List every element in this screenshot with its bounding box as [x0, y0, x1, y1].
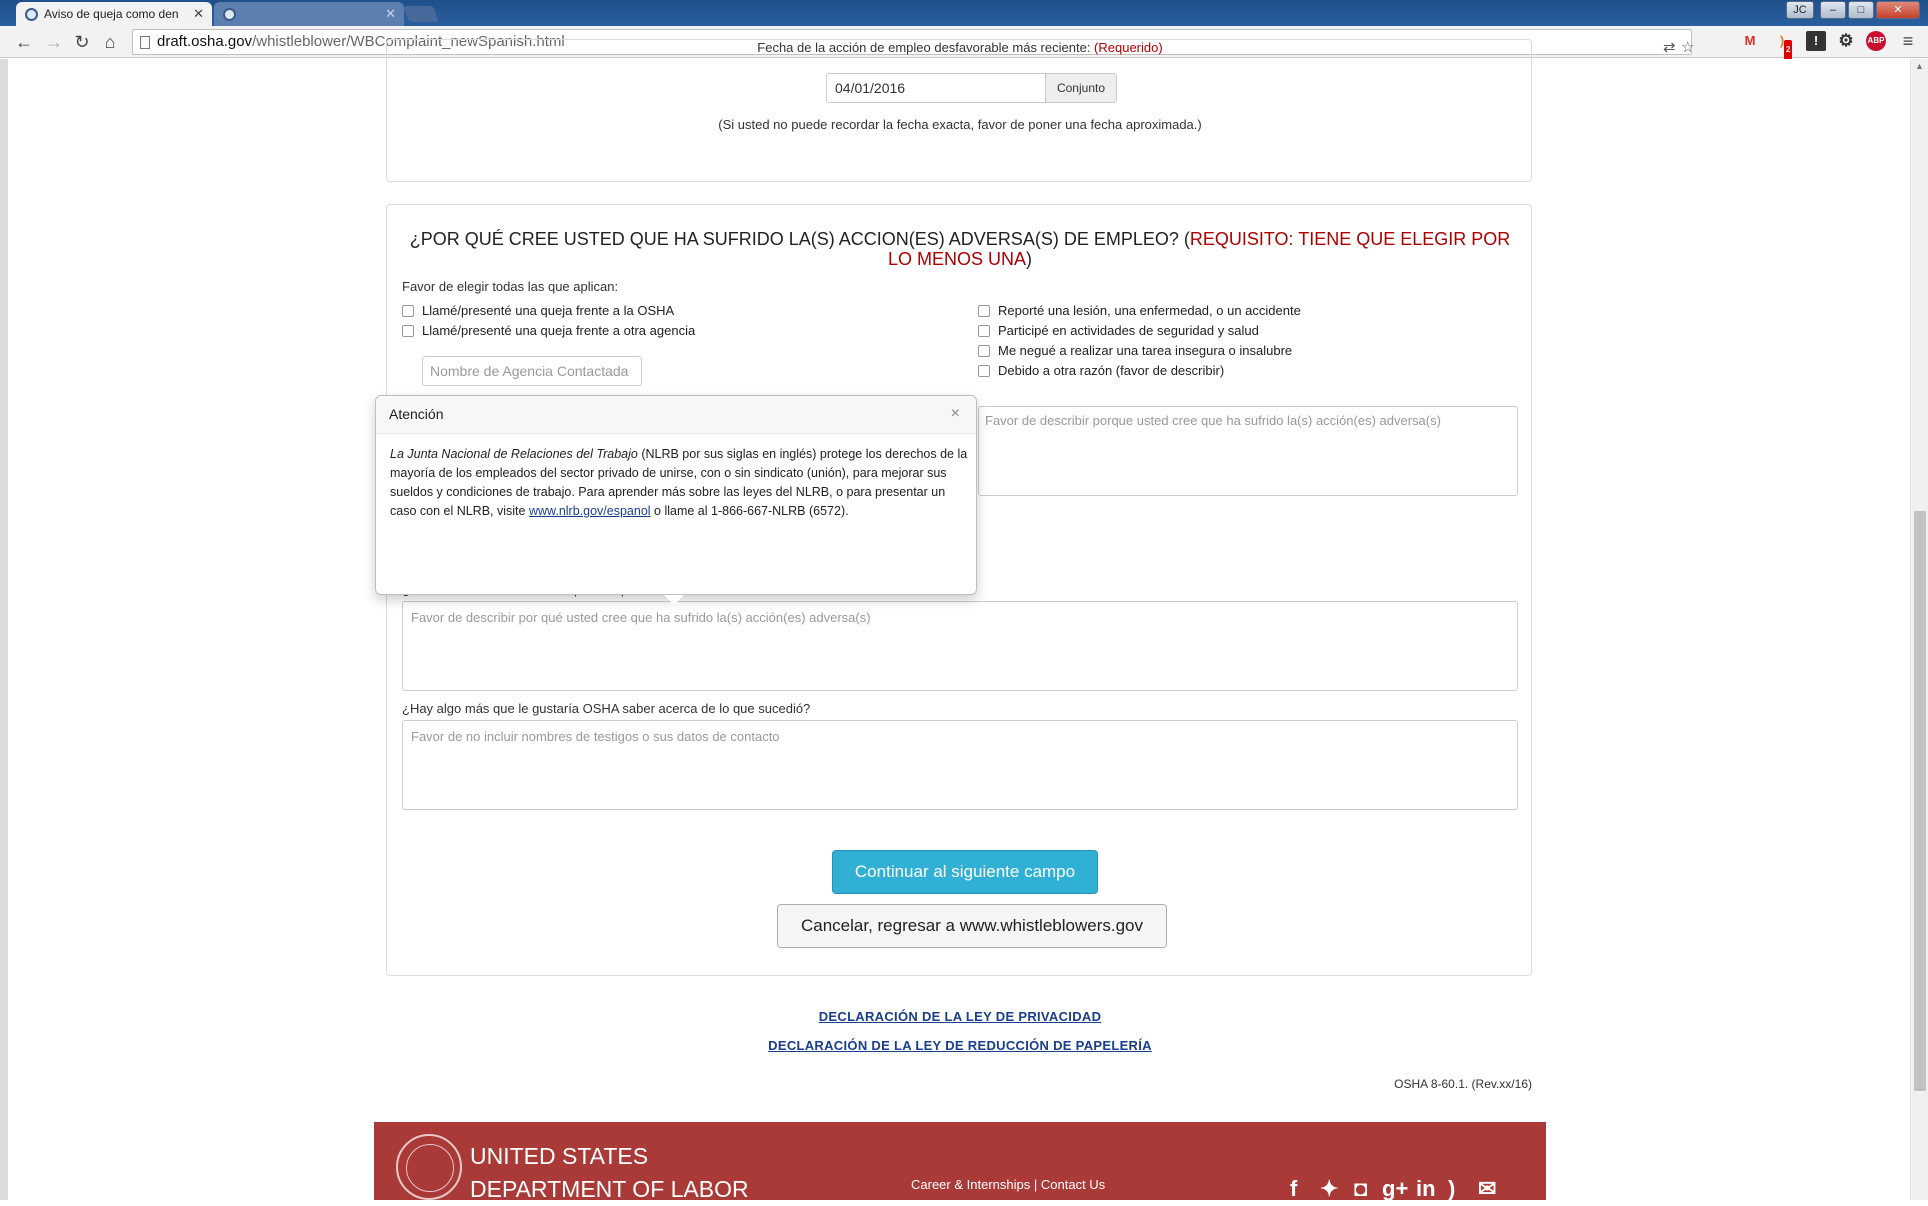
google-plus-icon[interactable]: g+ — [1382, 1176, 1409, 1201]
anything-else-label: ¿Hay algo más que le gustaría OSHA saber acerca de lo que sucedió? — [402, 701, 811, 716]
dol-name-line2: DEPARTMENT OF LABOR — [470, 1176, 749, 1202]
employer-reasons-textarea[interactable]: Favor de describir por qué usted cree que ha sufrido la(s) acción(es) adversa(s) — [402, 601, 1518, 691]
option-label: Llamé/presenté una queja frente a otra agencia — [422, 323, 696, 338]
browser-tab-inactive[interactable] — [214, 2, 404, 26]
globe-icon — [223, 8, 236, 21]
close-icon[interactable]: × — [950, 405, 960, 422]
option-label: Reporté una lesión, una enfermedad, o un accidente — [998, 303, 1301, 318]
dol-seal-logo[interactable] — [396, 1134, 462, 1200]
left-edge — [0, 59, 8, 1200]
continue-button[interactable]: Continuar al siguiente campo — [832, 850, 1098, 894]
date-set-button[interactable]: Conjunto — [1045, 73, 1117, 103]
heading-close-paren: ) — [1026, 249, 1033, 269]
back-icon[interactable]: ← — [15, 32, 33, 52]
tab-title: Aviso de queja como den — [44, 7, 179, 21]
checkbox[interactable] — [978, 325, 990, 337]
option-label: Llamé/presenté una queja frente a la OSHA — [422, 303, 675, 318]
popover-body — [390, 445, 970, 521]
vertical-scrollbar[interactable] — [1910, 59, 1928, 1200]
new-tab-button[interactable] — [403, 6, 439, 22]
checkbox[interactable] — [402, 325, 414, 337]
nlrb-name: La Junta Nacional de Relaciones del Trabajo — [390, 447, 638, 461]
date-panel — [386, 39, 1532, 182]
link-separator: | — [1033, 1177, 1038, 1192]
dol-name-line1: UNITED STATES — [470, 1143, 649, 1169]
rss-icon[interactable]: ) — [1448, 1176, 1456, 1201]
reload-icon[interactable]: ↻ — [74, 32, 90, 52]
option-label: Me negué a realizar una tarea insegura o insalubre — [998, 343, 1293, 358]
email-icon[interactable]: ✉ — [1478, 1176, 1497, 1201]
popover-title-text: Atención — [389, 406, 444, 422]
page-icon — [140, 36, 150, 49]
popover-text: (NLRB por sus siglas en inglés) protege los derechos de la mayoría de los empleados del sector privado de unirse, con o sin sindicato (unión), para mejorar sus sueldos y condiciones de trabajo. Para aprender más sobre las leyes del NLRB, o para presentar un caso con el NLRB, visite — [390, 447, 968, 518]
gmail-icon[interactable]: M — [1744, 33, 1756, 48]
translate-icon[interactable]: ⇄ — [1663, 39, 1676, 56]
checkbox[interactable] — [978, 305, 990, 317]
nlrb-link[interactable]: www.nlrb.gov/espanol — [528, 504, 651, 518]
date-input[interactable]: 04/01/2016 — [826, 73, 1046, 103]
section-heading — [402, 229, 1518, 269]
checkbox[interactable] — [402, 305, 414, 317]
adblock-icon[interactable]: ABP — [1866, 31, 1886, 51]
browser-tab-bar — [0, 0, 1928, 26]
popover-text-end: o llame al 1-866-667-NLRB (6572). — [650, 504, 849, 518]
url-path: /whistleblower/WBComplaint_newSpanish.html — [252, 33, 565, 50]
window-close-button[interactable]: ✕ — [1876, 1, 1920, 19]
checkbox[interactable] — [978, 345, 990, 357]
dol-footer — [374, 1122, 1546, 1200]
browser-tab-active[interactable] — [16, 2, 212, 26]
form-number: OSHA 8-60.1. (Rev.xx/16) — [1394, 1077, 1532, 1091]
home-icon[interactable]: ⌂ — [104, 32, 116, 52]
privacy-act-link[interactable]: DECLARACIÓN DE LA LEY DE PRIVACIDAD — [818, 1009, 1102, 1024]
career-link[interactable]: Career & Internships — [911, 1177, 1031, 1192]
dol-name[interactable] — [470, 1140, 749, 1206]
gear-icon[interactable]: ⚙ — [1838, 31, 1854, 50]
cancel-button[interactable]: Cancelar, regresar a www.whistleblowers.gov — [777, 904, 1167, 948]
dol-footer-links — [911, 1177, 1105, 1192]
instagram-icon[interactable]: ◘ — [1354, 1176, 1368, 1201]
twitter-icon[interactable]: ✦ — [1320, 1176, 1339, 1201]
paperwork-act-link[interactable]: DECLARACIÓN DE LA LEY DE REDUCCIÓN DE PAPELERÍA — [768, 1038, 1152, 1053]
rss-extension-icon[interactable]: ) 2 — [1772, 31, 1792, 51]
user-profile-button[interactable]: JC — [1786, 1, 1814, 19]
minimize-button[interactable]: ‒ — [1820, 1, 1846, 19]
nlrb-popover — [375, 395, 977, 595]
required-marker: (Requerido) — [1094, 40, 1163, 55]
choose-all-text: Favor de elegir todas las que aplican: — [402, 279, 619, 294]
option-label: Participé en actividades de seguridad y salud — [998, 323, 1259, 338]
url-domain: draft.osha.gov — [157, 33, 253, 50]
rss-badge: 2 — [1784, 40, 1792, 60]
scroll-thumb[interactable] — [1914, 511, 1926, 1091]
popover-arrow — [664, 595, 684, 605]
popover-title — [376, 396, 976, 434]
date-label-text: Fecha de la acción de empleo desfavorable más reciente: — [757, 40, 1091, 55]
checkbox[interactable] — [978, 365, 990, 377]
forward-icon[interactable]: → — [45, 32, 63, 52]
page-content — [374, 40, 1546, 1202]
bookmark-extension-icon[interactable]: ! — [1806, 31, 1826, 51]
linkedin-icon[interactable]: in — [1416, 1176, 1436, 1201]
maximize-button[interactable]: □ — [1848, 1, 1874, 19]
scroll-up-icon[interactable]: ▲ — [1915, 61, 1924, 71]
close-tab-icon[interactable]: ✕ — [193, 6, 204, 21]
heading-text: ¿POR QUÉ CREE USTED QUE HA SUFRIDO LA(S) ACCION(ES) ADVERSA(S) DE EMPLEO? ( — [409, 229, 1190, 249]
agency-name-input[interactable]: Nombre de Agencia Contactada — [422, 356, 642, 386]
globe-icon — [25, 8, 38, 21]
menu-icon[interactable]: ≡ — [1902, 31, 1914, 51]
date-label — [387, 40, 1533, 55]
close-tab-icon[interactable]: ✕ — [385, 6, 396, 21]
facebook-icon[interactable]: f — [1290, 1176, 1298, 1201]
contact-link[interactable]: Contact Us — [1040, 1177, 1106, 1192]
date-help-text: (Si usted no puede recordar la fecha exacta, favor de poner una fecha aproximada.) — [718, 117, 1202, 132]
other-reason-textarea[interactable]: Favor de describir porque usted cree que ha sufrido la(s) acción(es) adversa(s) — [978, 406, 1518, 496]
heading-required: REQUISITO: TIENE QUE ELEGIR POR LO MENOS UNA — [887, 229, 1511, 269]
anything-else-textarea[interactable]: Favor de no incluir nombres de testigos o sus datos de contacto — [402, 720, 1518, 810]
bookmark-star-icon[interactable]: ☆ — [1681, 39, 1695, 56]
option-label: Debido a otra razón (favor de describir) — [998, 363, 1225, 378]
